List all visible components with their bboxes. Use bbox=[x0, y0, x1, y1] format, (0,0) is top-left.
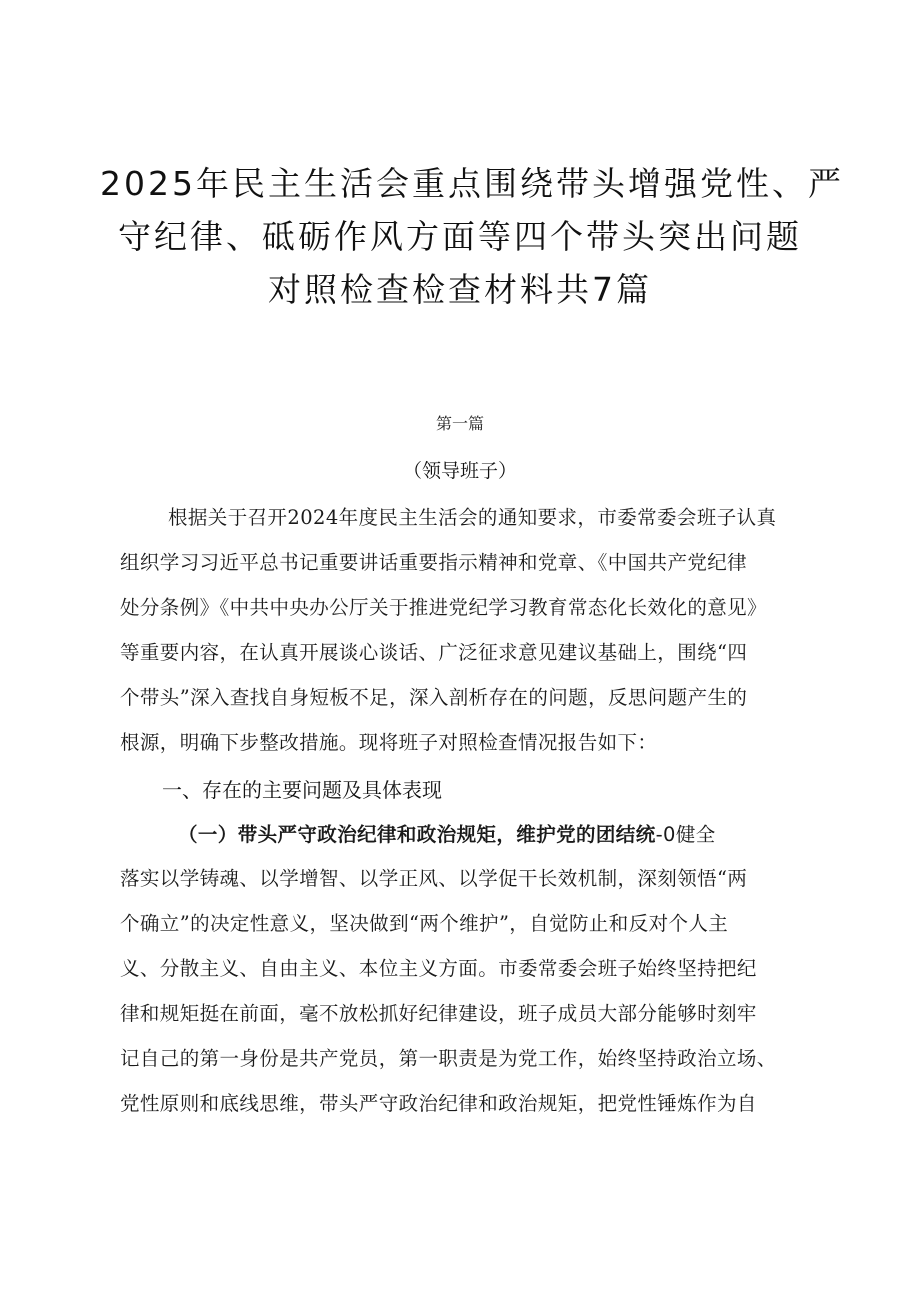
heading-existing-problems: 一、存在的主要问题及具体表现 bbox=[162, 778, 442, 802]
subsection-1-line-3: 个确立”的决定性意义，坚决做到“两个维护”，自觉防止和反对个人主 bbox=[120, 912, 729, 935]
document-title-line-2: 守纪律、砥砺作风方面等四个带头突出问题 bbox=[118, 217, 802, 256]
intro-line-5: 个带头”深入查找自身短板不足，深入剖析存在的问题，反思问题产生的 bbox=[120, 686, 748, 709]
intro-line-6: 根源，明确下步整改措施。现将班子对照检查情况报告如下： bbox=[120, 731, 658, 754]
subsection-1-line-7: 党性原则和底线思维，带头严守政治纪律和政治规矩，把党性锤炼作为自 bbox=[120, 1092, 757, 1115]
intro-line-2: 组织学习习近平总书记重要讲话重要指示精神和党章、《中国共产党纪律 bbox=[120, 551, 748, 574]
subsection-1-line-2: 落实以学铸魂、以学增智、以学正风、以学促干长效机制，深刻领悟“两 bbox=[120, 867, 748, 890]
subsection-1-heading-tail: -0健全 bbox=[655, 823, 716, 846]
section-label: 第一篇 bbox=[435, 414, 484, 433]
subsection-1-line-6: 记自己的第一身份是共产党员，第一职责是为党工作，始终坚持政治立场、 bbox=[120, 1047, 777, 1070]
subsection-1-line-4: 义、分散主义、自由主义、本位主义方面。市委常委会班子始终坚持把纪 bbox=[120, 957, 757, 980]
document-title-line-3: 对照检查检查材料共7篇 bbox=[268, 270, 652, 309]
subsection-1-heading: （一）带头严守政治纪律和政治规矩，维护党的团结统 bbox=[178, 823, 656, 846]
section-subtitle: （领导班子） bbox=[402, 460, 517, 482]
intro-line-3: 处分条例》《中共中央办公厅关于推进党纪学习教育常态化长效化的意见》 bbox=[120, 596, 767, 619]
intro-line-1: 根据关于召开2024年度民主生活会的通知要求，市委常委会班子认真 bbox=[168, 506, 777, 529]
document-title-line-1: 2025年民主生活会重点围绕带头增强党性、严 bbox=[100, 164, 844, 203]
intro-line-4: 等重要内容，在认真开展谈心谈话、广泛征求意见建议基础上，围绕“四 bbox=[120, 641, 748, 664]
subsection-1-line-5: 律和规矩挺在前面，毫不放松抓好纪律建设，班子成员大部分能够时刻牢 bbox=[120, 1002, 757, 1025]
subsection-1-first-line bbox=[178, 820, 820, 850]
